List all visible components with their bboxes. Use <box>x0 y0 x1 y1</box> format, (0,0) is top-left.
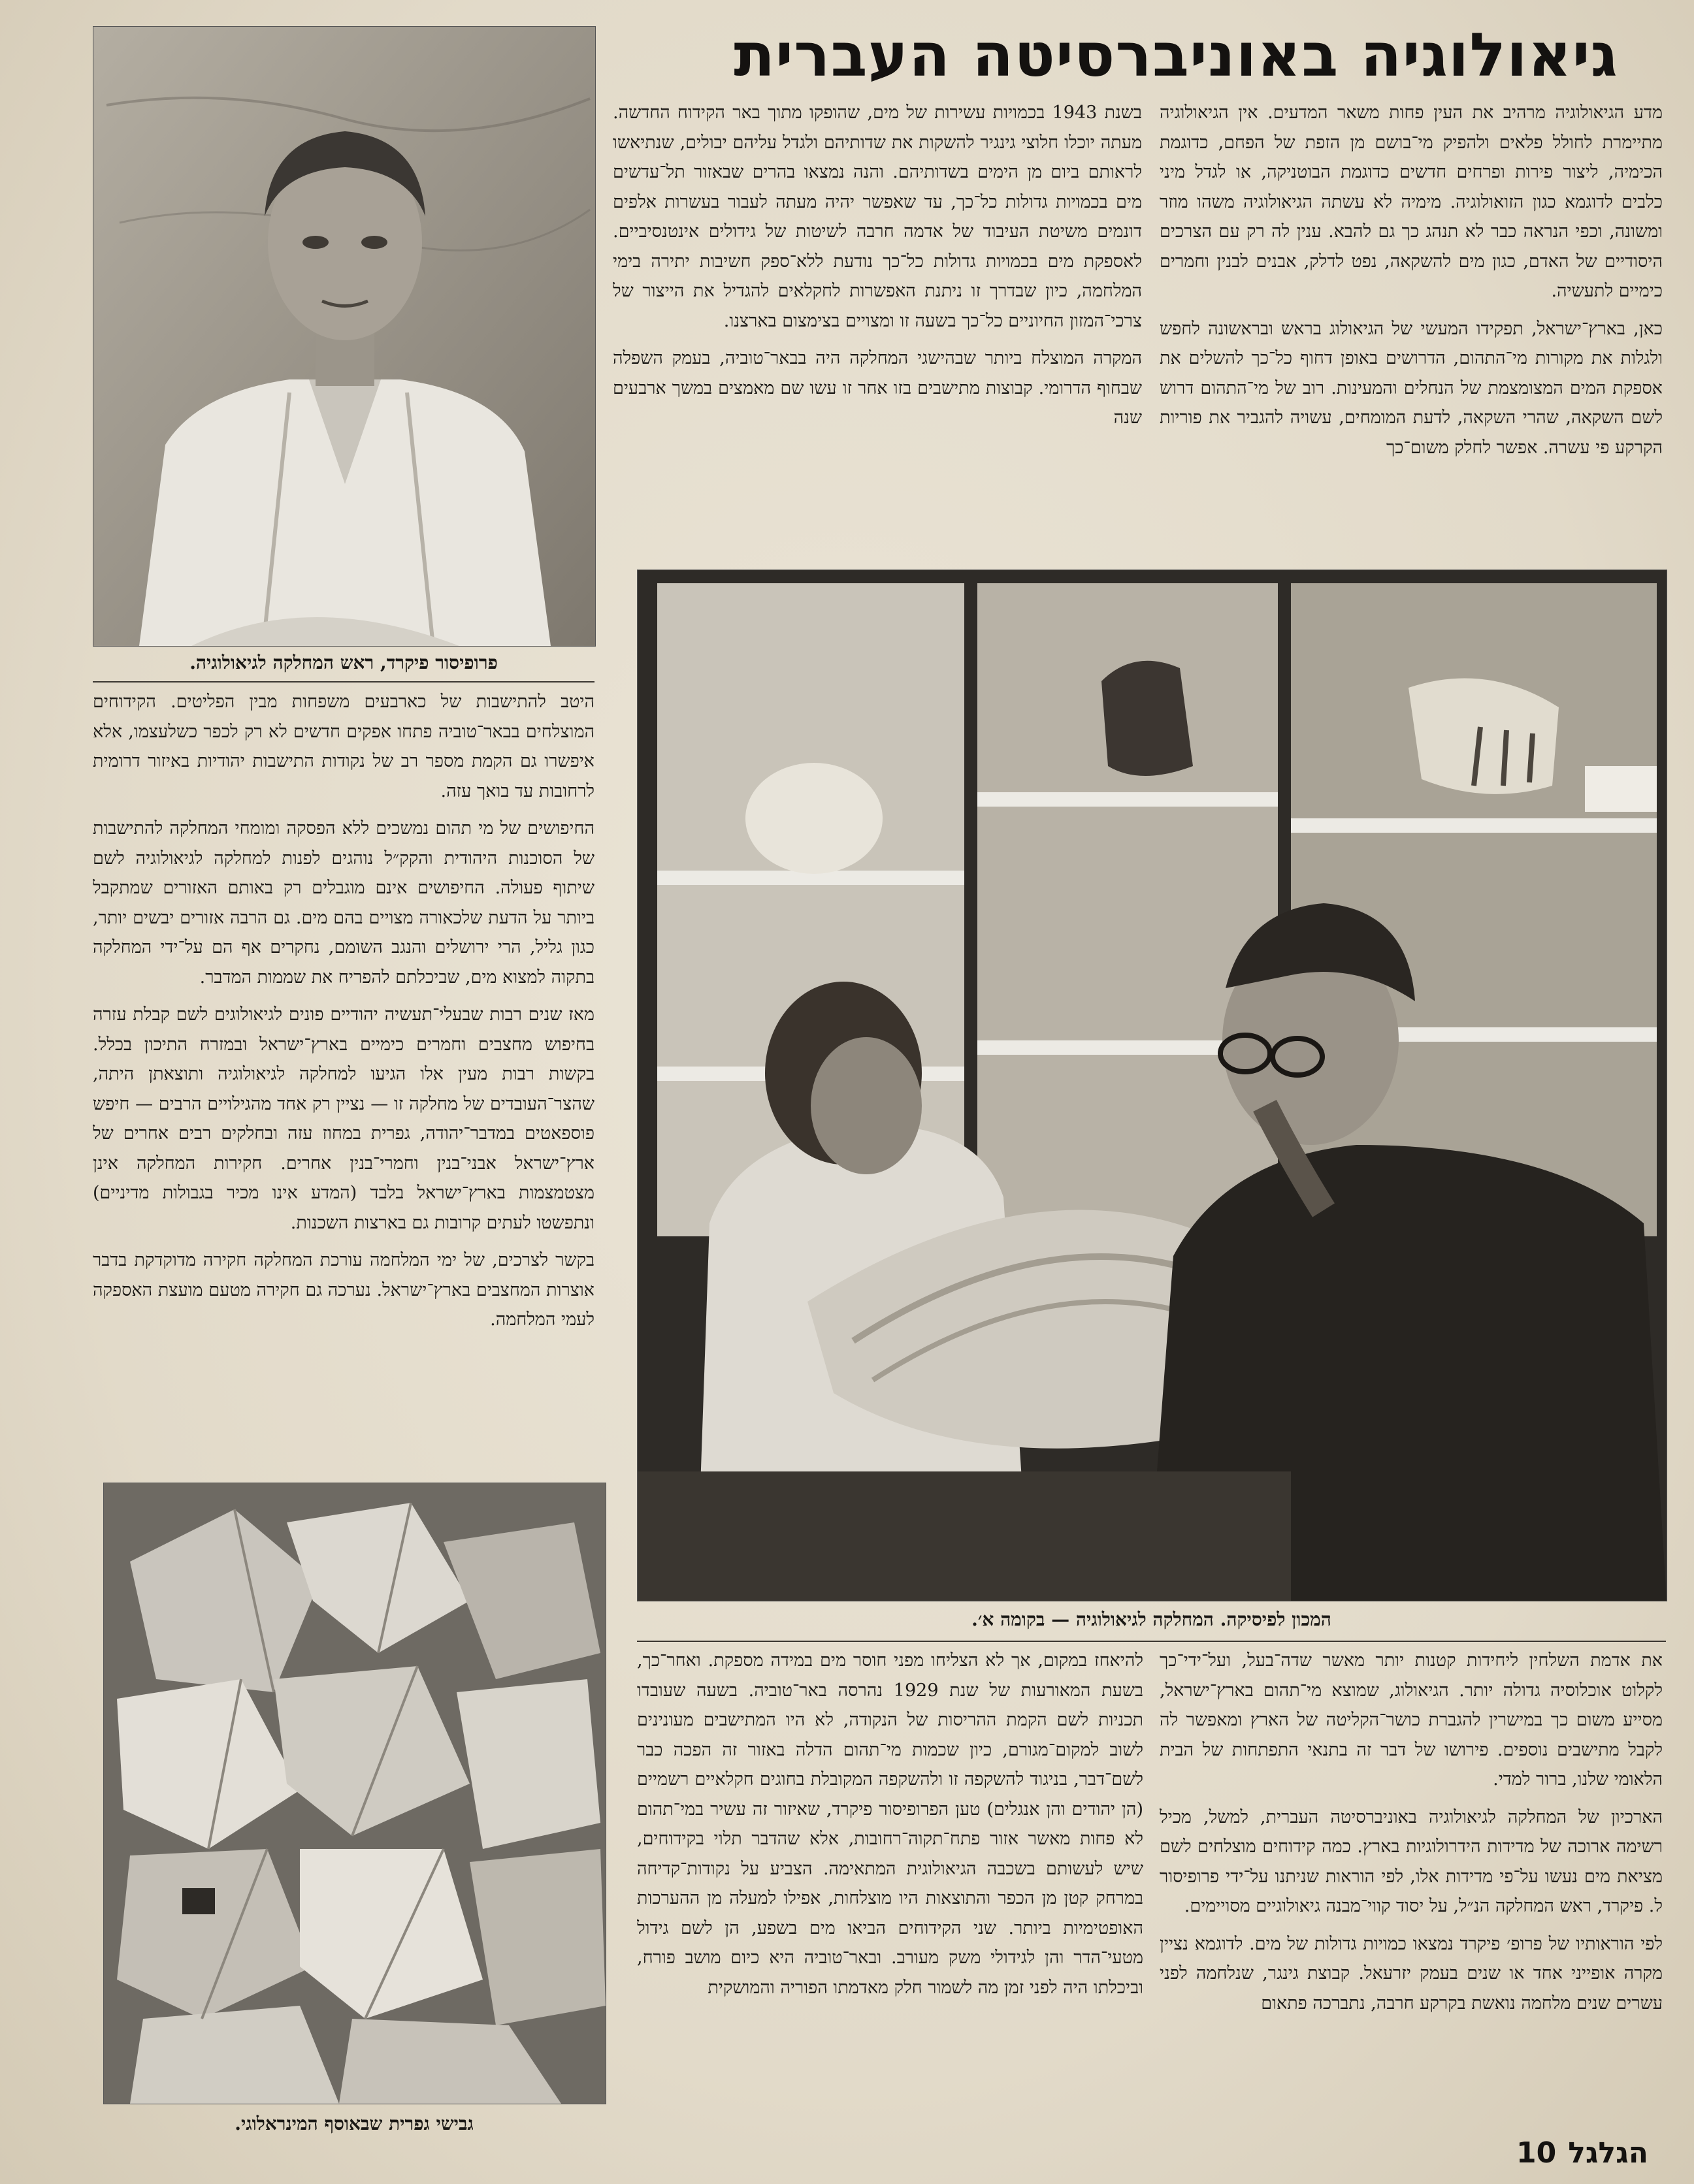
paragraph: בקשר לצרכים, של ימי המלחמה עורכת המחלקה חקירה מדוקדקת בדבר אוצרות המחצבים בארץ־ישראל. נערכה גם חקירה מטעם מועצת האספקה לעמי המלחמה. <box>93 1250 595 1330</box>
paragraph: להיאחז במקום, אך לא הצליחו מפני חוסר מים במידה מספקת. ואחר־כך, בשעת המאורעות של שנת 1929 נהרסה באר־טוביה. בשעה שעובדו תכניות לשם הקמת ההריסות של הנקודה, לא היו המתישבים מעונינים לשוב למקום־מגורם, כיון שכמות מי־תהום הדלה באזור זה הפכה כבר לשם־דבר, בניגוד להשקפה זו ולהשקפה המקובלת בחוגים חקלאיים רשמיים (הן יהודים והן אנגלים) טען הפרופיסור פיקרד, שאיזור זה עשיר במי־תהום לא פחות מאשר אזור פתח־תקוה־רחובות, אלא שהדבר תלוי בקידוחים, שיש לעשותם בשכבה הגיאולוגית המתאימה. הצביע על נקודות־קדיחה במרחק קטן מן הכפר והתוצאות היו מוצלחות, אפילו למעלה מן ההערכות האופטימיות ביותר. שני הקידוחים הביאו מים בשפע, הן לשם גידול מטעי־הדר והן לגידולי משק מעורב. ובאר־טוביה היא כיום מושב פורח, וביכלתו היה לפני זמן מה לשמור חלק מאדמתו הפוריה והמושקית <box>637 1650 1143 1998</box>
laboratory-photo <box>637 570 1667 1601</box>
paragraph: את אדמת השלחין ליחידות קטנות יותר מאשר שדה־בעל, ועל־ידי־כך לקלוט אוכלוסיה גדולה יותר. הגיאולוג, שמוצא מי־תהום בארץ־ישראל, מסייע משום כך במישרין להגברת כושר־הקליטה של הארץ ומאפשר לה לקבל מתישבים נוספים. פירושו של דבר זה בתנאי התפתחות של הבית הלאומי שלנו, ברור למדי. <box>1160 1650 1663 1790</box>
text-column-left <box>93 687 595 1471</box>
text-column-top-middle <box>613 98 1142 562</box>
paragraph: היטב להתישבות של כארבעים משפחות מבין הפליטים. הקידוחים המוצלחים בבאר־טוביה פתחו אפקים חדשים לא רק לכפר כשלעצמו, אלא איפשרו גם הקמת מספר רב של נקודות התישבות יהודיות באיזור דרומית לרחובות עד בואך עזה. <box>93 692 595 801</box>
crystals-photo <box>103 1483 606 2104</box>
portrait-caption: פרופיסור פיקרד, ראש המחלקה לגיאולוגיה. <box>189 652 498 673</box>
page-footer <box>1505 2136 1648 2171</box>
paragraph: החיפושים של מי תהום נמשכים ללא הפסקה ומומחי המחלקה להתישבות של הסוכנות היהודית והקק״ל נוהגים לפנות למחלקה לגיאולוגיה לשם שיתוף פעולה. החיפושים אינם מוגבלים רק באותם האזורים שמתקבל ביותר על הדעת שלכאורה מצויים בהם מים. גם הרבה אזורים יבשים יותר, כגון גליל, הרי ירושלים והנגב השומם, נחקרים אף הם על־ידי המחלקה בתקוה למצוא מים, שביכלתם להפריח את שממות המדבר. <box>93 818 595 988</box>
text-column-bottom-middle <box>637 1646 1143 2162</box>
crystals-caption: גבישי גפרית שבאוסף המינראלוגי. <box>235 2113 474 2134</box>
paragraph: מדע הגיאולוגיה מרהיב את העין פחות משאר המדעים. אין הגיאולוגיה מתיימרת לחולל פלאים ולהפיק מי־בושם מן הזפת של הפחם, כדוגמת הכימיה, ליצור פירות ופרחים חדשים כדוגמת הבוטניקה, או לגדל מיני כלבים לדוגמא כגון הזואולוגיה. מימיה לא עשתה הגיאולוגיה משהו מוזר ומשונה, וכפי הנראה כבר לא תנהג כך גם להבא. ענין לה רק עם הצרכים היסודיים של האדם, כגון מים להשקאה, נפט לדלק, אבנים לבנין וחמרים כימיים לתעשיה. <box>1160 103 1663 301</box>
portrait-photo <box>93 26 596 647</box>
text-column-top-right <box>1160 98 1663 562</box>
portrait-image <box>93 27 595 646</box>
paragraph: לפי הוראותיו של פרופ׳ פיקרד נמצאו כמויות גדולות של מים. לדוגמא נציין מקרה אופייני אחד או שנים בעמק יזרעאל. קבוצת גינגר, שנלחמה לפני עשרים שנים מלחמה נואשת בקרקע חרבה, נתברכה פתאום <box>1160 1933 1663 2014</box>
text-column-bottom-right <box>1160 1646 1663 2126</box>
laboratory-caption: המכון לפיסיקה. המחלקה לגיאולוגיה — בקומה א׳. <box>971 1609 1331 1630</box>
paragraph: מאז שנים רבות שבעלי־תעשיה יהודיים פונים לגיאולוגים לשם קבלת עזרה בחיפוש מחצבים וחמרים כימיים בארץ־ישראל ובמזרח התיכון בכלל. בקשות רבות מעין אלו הגיעו למחלקה לגיאולוגיה ותוצאתן היתה, שהצר־העובדים של מחלקה זו — נציין רק אחד מהגילויים הרבים — חיפש פוספאטים במדבר־יהודה, גפרית במחוז עזה ובחלקים רבים אחרים של ארץ־ישראל אבני־בנין וחמרי־בנין אחרים. חקירות המחלקה אינן מצטמצמות בארץ־ישראל בלבד (המדע אינו מכיר בגבולות מדיניים) ונתפשטו לעתים קרובות גם בארצות השכנות. <box>93 1004 595 1233</box>
article-headline: גיאולוגיה באוניברסיטה העברית <box>734 20 1618 90</box>
caption-divider <box>637 1641 1666 1642</box>
laboratory-image <box>638 570 1667 1601</box>
caption-divider <box>93 681 595 682</box>
magazine-name: הגלגל <box>1568 2136 1648 2170</box>
paragraph: הארכיון של המחלקה לגיאולוגיה באוניברסיטה העברית, למשל, מכיל רשימה ארוכה של מדידות הידרולוגיות בארץ. כמה קידוחים מוצלחים לשם מציאת מים נעשו על־פי מדידות אלו, לפי הוראות שניתנו על־ידי פרופיסור ל. פיקרד, ראש המחלקה הנ״ל, על יסוד קווי־מבנה גיאולוגיים מסויימים. <box>1160 1807 1663 1916</box>
paragraph: כאן, בארץ־ישראל, תפקידו המעשי של הגיאולוג בראש ובראשונה לחפש ולגלות את מקורות מי־התהום, הדרושים באופן דחוף כל־כך להשלים את אספקת המים המצומצמת של הנחלים והמעינות. רוב של מי־התהום דרוש לשם השקאה, שהרי השקאה, לדעת המומחים, עשויה להגביר את פוריות הקרקע פי עשרה. אפשר לחלק משום־כך <box>1160 318 1663 458</box>
page-number: 10 <box>1516 2136 1557 2170</box>
paragraph: בשנת 1943 בכמויות עשירות של מים, שהופקו מתוך באר הקידוח החדשה. מעתה יוכלו חלוצי גינגיר להשקות את שדותיהם ולגדל עליהם יבולים, שנתיאשו לראותם ביום מן הימים בשדותיהם. והנה נמצאו בהרים שבאזור תל־עדשים מים בכמויות גדולות כל־כך, עד שאפשר יהיה מעתה לעבור בעשרות אלפים דונמים משיטת העיבוד של אדמה חרבה לשיטות של גידולים אינטנסיביים. לאספקת מים בכמויות גדולות כל־כך נודעת ללא־ספק חשיבות יתירה בימי המלחמה, כיון שבדרך זו ניתנת האפשרות לחקלאים להגדיל את הייצור של צרכי־המזון החיוניים כל־כך בשעה זו ומצויים בצימצום בארצנו. <box>613 103 1142 331</box>
paragraph: המקרה המוצלח ביותר שבהישגי המחלקה היה בבאר־טוביה, בעמק השפלה שבחוף הדרומי. קבוצות מתישבים בזו אחר זו עשו שם מאמצים במשך ארבעים שנה <box>613 348 1142 428</box>
crystals-image <box>104 1483 606 2104</box>
